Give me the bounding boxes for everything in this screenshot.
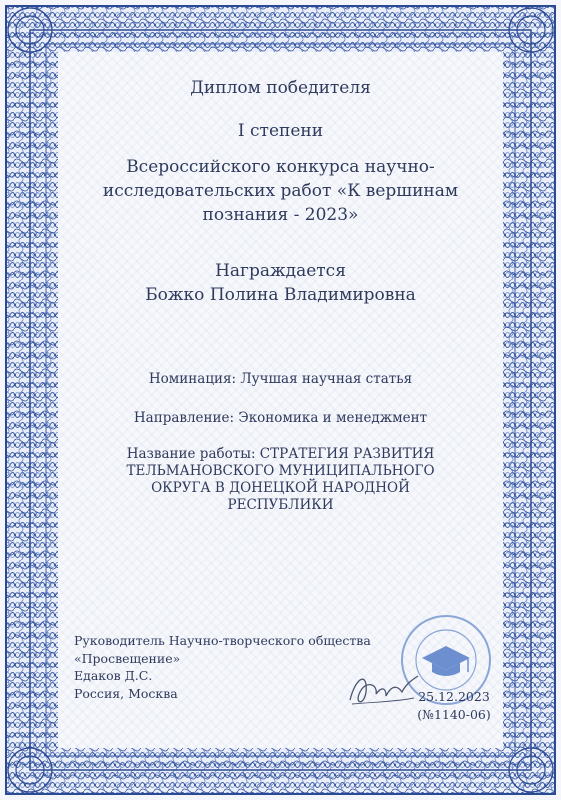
signatory-line-3: Едаков Д.С. — [74, 668, 153, 683]
diploma-number: (№1140-06) — [417, 706, 491, 722]
nomination: Номинация: Лучшая научная статья — [148, 371, 413, 387]
date-block — [406, 688, 502, 723]
recipient-name: Божко Полина Владимировна — [145, 285, 416, 305]
signatory-line-4: Россия, Москва — [74, 685, 178, 701]
signatory-line-2: «Просвещение» — [74, 650, 181, 666]
diploma-degree: I степени — [237, 121, 324, 141]
issue-date: 25.12.2023 — [418, 689, 490, 704]
contest-name: Всероссийского конкурса научно-исследовательских работ «К вершинам познания - 2023» — [102, 157, 459, 225]
signatory-line-1: Руководитель Научно-творческого общества — [74, 633, 371, 648]
direction: Направление: Экономика и менеджмент — [133, 410, 428, 426]
awarded-label: Награждается — [215, 261, 346, 281]
work-title: Название работы: СТРАТЕГИЯ РАЗВИТИЯ ТЕЛЬМАНОВСКОГО МУНИЦИПАЛЬНОГО ОКРУГА В ДОНЕЦКОЙ НАРОДНОЙ РЕСПУБЛИКИ — [126, 446, 435, 513]
diploma-title: Диплом победителя — [190, 78, 371, 98]
